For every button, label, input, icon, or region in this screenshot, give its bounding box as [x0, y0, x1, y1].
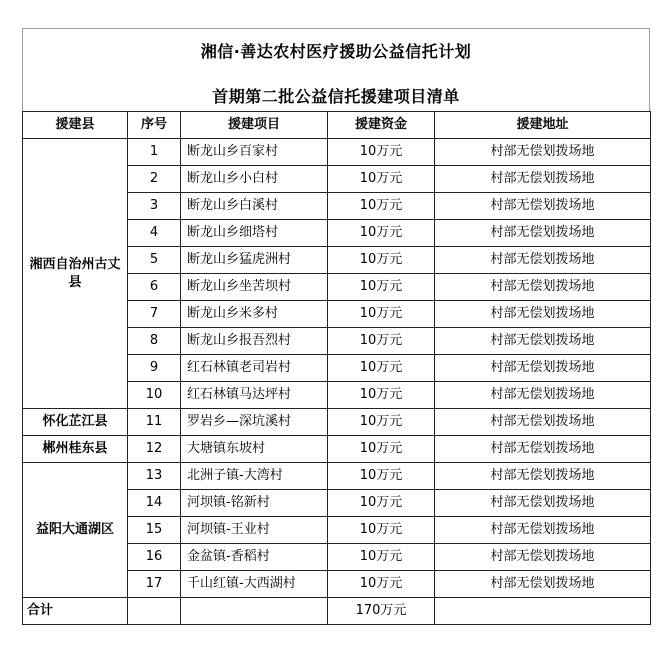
row-project: 罗岩乡—深坑溪村 — [181, 409, 328, 436]
row-address: 村部无偿划拨场地 — [435, 463, 651, 490]
row-fund: 10万元 — [328, 382, 435, 409]
row-fund: 10万元 — [328, 463, 435, 490]
row-address: 村部无偿划拨场地 — [435, 166, 651, 193]
total-empty-number — [128, 598, 181, 625]
total-label: 合计 — [23, 598, 128, 625]
row-number: 13 — [128, 463, 181, 490]
header-address: 援建地址 — [435, 112, 651, 139]
row-project: 千山红镇-大西湖村 — [181, 571, 328, 598]
row-fund: 10万元 — [328, 490, 435, 517]
county-cell: 怀化芷江县 — [23, 409, 128, 436]
document-title: 湘信·善达农村医疗援助公益信托计划 — [200, 42, 472, 61]
row-address: 村部无偿划拨场地 — [435, 220, 651, 247]
table-row — [23, 463, 651, 490]
row-number: 1 — [128, 139, 181, 166]
row-number: 2 — [128, 166, 181, 193]
table-row — [23, 139, 651, 166]
title-box — [22, 28, 650, 111]
row-address: 村部无偿划拨场地 — [435, 544, 651, 571]
row-fund: 10万元 — [328, 220, 435, 247]
row-fund: 10万元 — [328, 301, 435, 328]
row-address: 村部无偿划拨场地 — [435, 247, 651, 274]
row-project: 断龙山乡细塔村 — [181, 220, 328, 247]
row-fund: 10万元 — [328, 517, 435, 544]
row-address: 村部无偿划拨场地 — [435, 382, 651, 409]
row-fund: 10万元 — [328, 139, 435, 166]
row-fund: 10万元 — [328, 436, 435, 463]
row-fund: 10万元 — [328, 409, 435, 436]
row-number: 17 — [128, 571, 181, 598]
row-project: 断龙山乡米多村 — [181, 301, 328, 328]
row-number: 4 — [128, 220, 181, 247]
row-project: 金盆镇-香稻村 — [181, 544, 328, 571]
row-project: 断龙山乡猛虎洲村 — [181, 247, 328, 274]
header-row — [23, 112, 651, 139]
county-cell: 湘西自治州古丈县 — [23, 139, 128, 409]
row-address: 村部无偿划拨场地 — [435, 193, 651, 220]
document-sheet — [22, 28, 650, 625]
header-number: 序号 — [128, 112, 181, 139]
header-county: 援建县 — [23, 112, 128, 139]
total-row — [23, 598, 651, 625]
project-table — [22, 111, 651, 625]
row-address: 村部无偿划拨场地 — [435, 301, 651, 328]
row-number: 3 — [128, 193, 181, 220]
document-subtitle: 首期第二批公益信托援建项目清单 — [212, 87, 460, 106]
header-fund: 援建资金 — [328, 112, 435, 139]
row-fund: 10万元 — [328, 571, 435, 598]
row-number: 5 — [128, 247, 181, 274]
row-number: 14 — [128, 490, 181, 517]
row-number: 11 — [128, 409, 181, 436]
row-project: 断龙山乡报吾烈村 — [181, 328, 328, 355]
county-cell: 益阳大通湖区 — [23, 463, 128, 598]
table-row — [23, 436, 651, 463]
row-number: 7 — [128, 301, 181, 328]
row-fund: 10万元 — [328, 247, 435, 274]
row-number: 6 — [128, 274, 181, 301]
table-row — [23, 409, 651, 436]
row-project: 河坝镇-王业村 — [181, 517, 328, 544]
table-body — [23, 139, 651, 598]
row-fund: 10万元 — [328, 274, 435, 301]
row-project: 红石林镇马达坪村 — [181, 382, 328, 409]
row-project: 河坝镇-铭新村 — [181, 490, 328, 517]
row-fund: 10万元 — [328, 193, 435, 220]
row-address: 村部无偿划拨场地 — [435, 436, 651, 463]
row-address: 村部无偿划拨场地 — [435, 274, 651, 301]
row-project: 断龙山乡百家村 — [181, 139, 328, 166]
row-fund: 10万元 — [328, 355, 435, 382]
row-address: 村部无偿划拨场地 — [435, 490, 651, 517]
row-address: 村部无偿划拨场地 — [435, 355, 651, 382]
row-project: 断龙山乡小白村 — [181, 166, 328, 193]
total-empty-project — [181, 598, 328, 625]
row-address: 村部无偿划拨场地 — [435, 517, 651, 544]
row-project: 北洲子镇-大湾村 — [181, 463, 328, 490]
row-fund: 10万元 — [328, 544, 435, 571]
row-address: 村部无偿划拨场地 — [435, 328, 651, 355]
row-number: 12 — [128, 436, 181, 463]
row-project: 断龙山乡白溪村 — [181, 193, 328, 220]
header-project: 援建项目 — [181, 112, 328, 139]
county-cell: 郴州桂东县 — [23, 436, 128, 463]
row-number: 9 — [128, 355, 181, 382]
row-project: 大塘镇东坡村 — [181, 436, 328, 463]
row-fund: 10万元 — [328, 166, 435, 193]
row-number: 10 — [128, 382, 181, 409]
total-fund: 170万元 — [328, 598, 435, 625]
row-address: 村部无偿划拨场地 — [435, 409, 651, 436]
row-number: 16 — [128, 544, 181, 571]
row-number: 8 — [128, 328, 181, 355]
row-address: 村部无偿划拨场地 — [435, 571, 651, 598]
row-number: 15 — [128, 517, 181, 544]
row-project: 红石林镇老司岩村 — [181, 355, 328, 382]
row-fund: 10万元 — [328, 328, 435, 355]
total-empty-address — [435, 598, 651, 625]
row-address: 村部无偿划拨场地 — [435, 139, 651, 166]
row-project: 断龙山乡坐苦坝村 — [181, 274, 328, 301]
